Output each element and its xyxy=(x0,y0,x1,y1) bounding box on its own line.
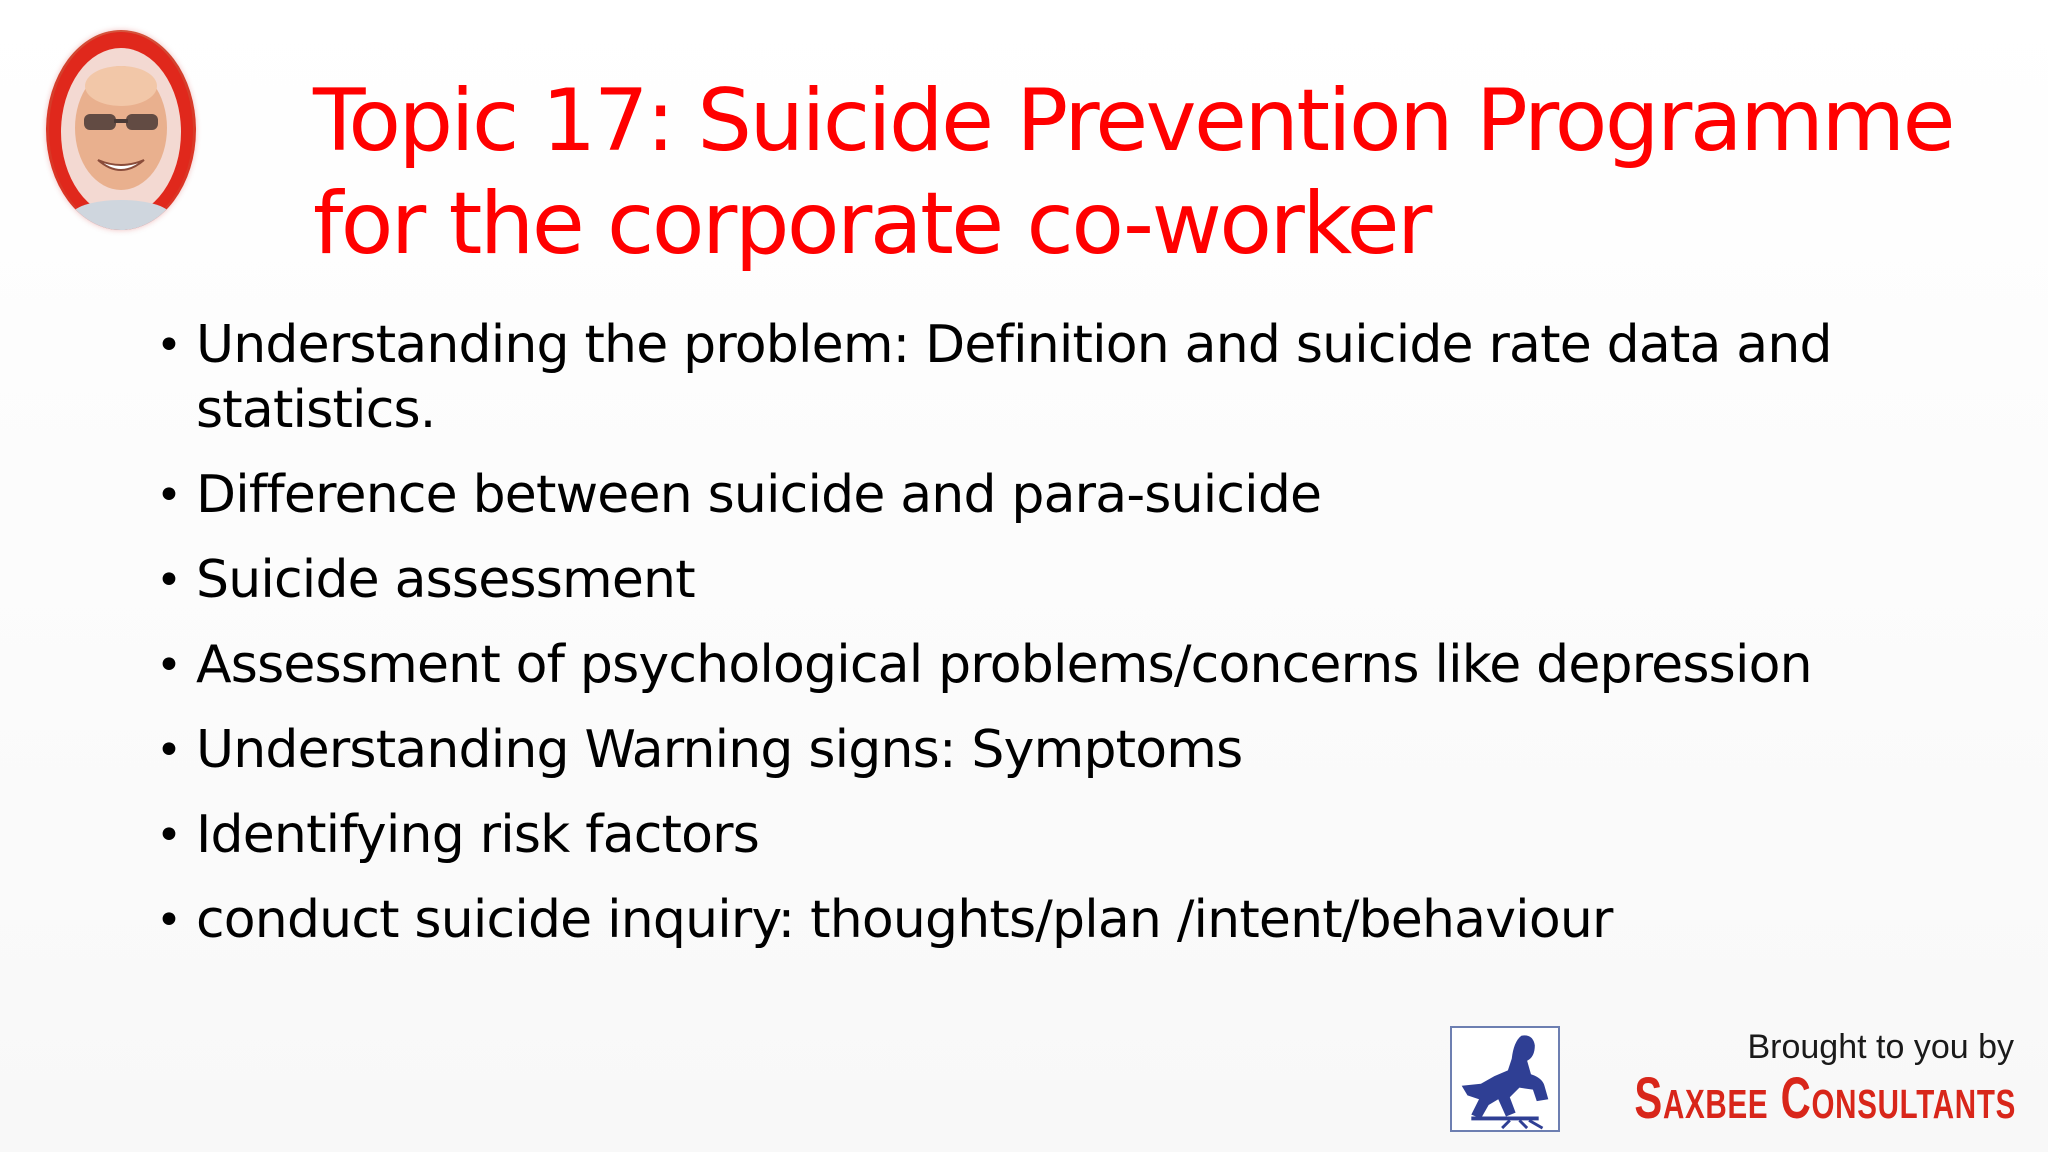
bullet-text: Difference between suicide and para-suicide xyxy=(196,465,1322,525)
list-item xyxy=(156,313,1956,443)
bullet-text: Suicide assessment xyxy=(196,550,695,610)
bullet-dot: • xyxy=(156,640,182,691)
bullet-dot: • xyxy=(156,555,182,606)
slide-title: Topic 17: Suicide Prevention Programme for the corporate co-worker xyxy=(313,71,1954,274)
logo-tagline: Brought to you by xyxy=(1747,1028,2014,1066)
bullet-dot: • xyxy=(156,725,182,776)
presenter-avatar xyxy=(46,30,196,230)
bullet-dot: • xyxy=(156,470,182,521)
list-item xyxy=(156,548,1956,613)
bullet-text: Understanding Warning signs: Symptoms xyxy=(196,720,1243,780)
bullet-dot: • xyxy=(156,895,182,946)
bullet-text: Understanding the problem: Definition and suicide rate data and statistics. xyxy=(196,315,1832,440)
list-item xyxy=(156,803,1956,868)
brand-name: Saxbee Consultants xyxy=(1634,1066,2016,1131)
list-item xyxy=(156,463,1956,528)
list-item xyxy=(156,888,1956,953)
bullet-text: conduct suicide inquiry: thoughts/plan /intent/behaviour xyxy=(196,890,1613,950)
bullet-text: Assessment of psychological problems/concerns like depression xyxy=(196,635,1812,695)
brand-logo xyxy=(1450,1024,2020,1136)
bullet-dot: • xyxy=(156,810,182,861)
bullet-list xyxy=(156,313,1956,973)
list-item xyxy=(156,633,1956,698)
list-item xyxy=(156,718,1956,783)
bullet-text: Identifying risk factors xyxy=(196,805,760,865)
bullet-dot: • xyxy=(156,320,182,371)
presenter-photo-icon xyxy=(46,30,196,230)
seated-figure-logo-icon xyxy=(1450,1026,1560,1132)
